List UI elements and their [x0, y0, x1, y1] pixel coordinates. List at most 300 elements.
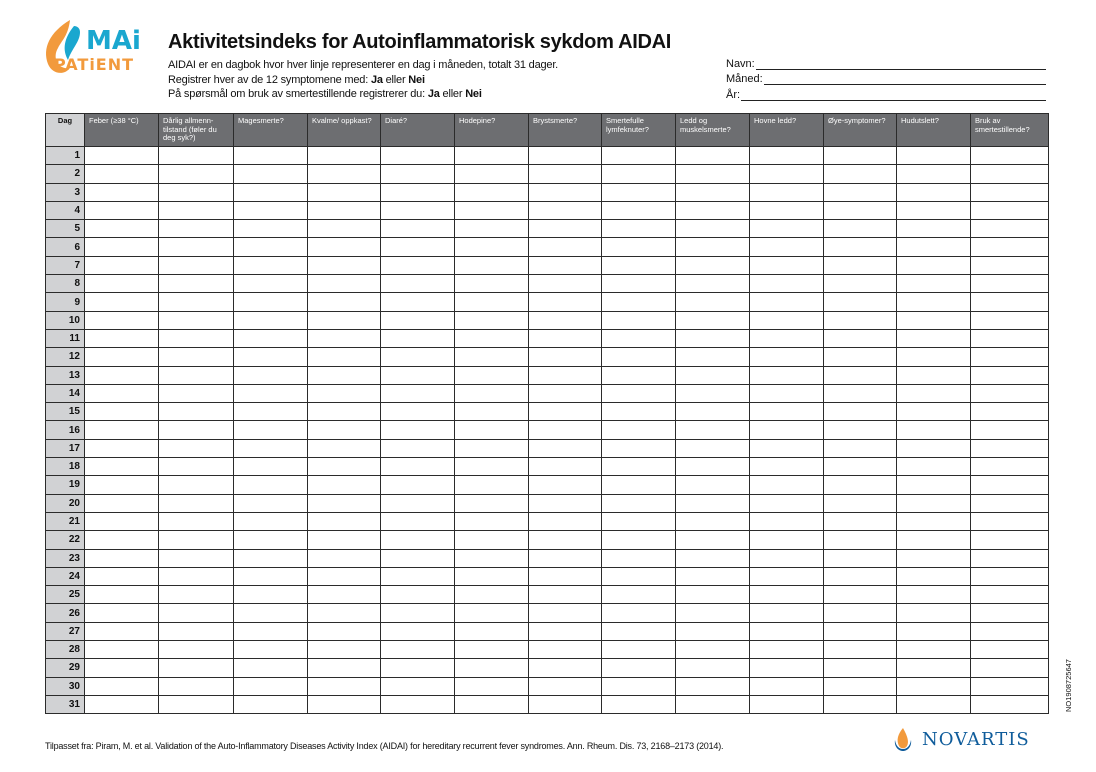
entry-cell[interactable]	[824, 439, 897, 457]
entry-cell[interactable]	[897, 238, 971, 256]
entry-cell[interactable]	[897, 494, 971, 512]
entry-cell[interactable]	[824, 476, 897, 494]
entry-cell[interactable]	[529, 458, 602, 476]
entry-cell[interactable]	[381, 476, 455, 494]
entry-cell[interactable]	[381, 439, 455, 457]
entry-cell[interactable]	[897, 220, 971, 238]
entry-cell[interactable]	[676, 366, 750, 384]
entry-cell[interactable]	[381, 366, 455, 384]
entry-cell[interactable]	[676, 183, 750, 201]
entry-cell[interactable]	[159, 201, 234, 219]
entry-cell[interactable]	[529, 531, 602, 549]
entry-cell[interactable]	[159, 512, 234, 530]
entry-cell[interactable]	[971, 567, 1049, 585]
entry-cell[interactable]	[824, 220, 897, 238]
entry-cell[interactable]	[85, 403, 159, 421]
entry-cell[interactable]	[159, 329, 234, 347]
entry-cell[interactable]	[529, 494, 602, 512]
entry-cell[interactable]	[897, 183, 971, 201]
entry-cell[interactable]	[897, 641, 971, 659]
entry-cell[interactable]	[750, 165, 824, 183]
entry-cell[interactable]	[824, 201, 897, 219]
entry-cell[interactable]	[897, 147, 971, 165]
entry-cell[interactable]	[85, 695, 159, 713]
entry-cell[interactable]	[897, 384, 971, 402]
entry-cell[interactable]	[159, 165, 234, 183]
entry-cell[interactable]	[750, 403, 824, 421]
entry-cell[interactable]	[308, 439, 381, 457]
entry-cell[interactable]	[455, 293, 529, 311]
entry-cell[interactable]	[85, 165, 159, 183]
entry-cell[interactable]	[529, 220, 602, 238]
entry-cell[interactable]	[529, 384, 602, 402]
entry-cell[interactable]	[381, 311, 455, 329]
entry-cell[interactable]	[234, 293, 308, 311]
entry-cell[interactable]	[602, 384, 676, 402]
entry-cell[interactable]	[85, 201, 159, 219]
entry-cell[interactable]	[897, 604, 971, 622]
entry-cell[interactable]	[381, 293, 455, 311]
entry-cell[interactable]	[971, 256, 1049, 274]
entry-cell[interactable]	[602, 695, 676, 713]
entry-cell[interactable]	[85, 476, 159, 494]
entry-cell[interactable]	[234, 183, 308, 201]
entry-cell[interactable]	[824, 659, 897, 677]
entry-cell[interactable]	[676, 421, 750, 439]
entry-cell[interactable]	[529, 165, 602, 183]
entry-cell[interactable]	[971, 366, 1049, 384]
entry-cell[interactable]	[234, 494, 308, 512]
entry-cell[interactable]	[676, 494, 750, 512]
entry-cell[interactable]	[455, 659, 529, 677]
entry-cell[interactable]	[234, 512, 308, 530]
entry-cell[interactable]	[381, 604, 455, 622]
entry-cell[interactable]	[824, 549, 897, 567]
entry-cell[interactable]	[529, 348, 602, 366]
entry-cell[interactable]	[381, 384, 455, 402]
entry-cell[interactable]	[897, 293, 971, 311]
entry-cell[interactable]	[234, 695, 308, 713]
entry-cell[interactable]	[455, 677, 529, 695]
year-field[interactable]	[741, 90, 1046, 101]
entry-cell[interactable]	[602, 238, 676, 256]
entry-cell[interactable]	[85, 512, 159, 530]
entry-cell[interactable]	[750, 476, 824, 494]
entry-cell[interactable]	[85, 256, 159, 274]
entry-cell[interactable]	[529, 238, 602, 256]
entry-cell[interactable]	[824, 512, 897, 530]
entry-cell[interactable]	[676, 659, 750, 677]
entry-cell[interactable]	[159, 421, 234, 439]
entry-cell[interactable]	[750, 366, 824, 384]
entry-cell[interactable]	[897, 549, 971, 567]
entry-cell[interactable]	[381, 531, 455, 549]
entry-cell[interactable]	[676, 293, 750, 311]
entry-cell[interactable]	[381, 421, 455, 439]
entry-cell[interactable]	[159, 384, 234, 402]
entry-cell[interactable]	[750, 311, 824, 329]
entry-cell[interactable]	[159, 659, 234, 677]
entry-cell[interactable]	[381, 641, 455, 659]
entry-cell[interactable]	[234, 458, 308, 476]
entry-cell[interactable]	[159, 549, 234, 567]
entry-cell[interactable]	[85, 147, 159, 165]
entry-cell[interactable]	[602, 622, 676, 640]
entry-cell[interactable]	[676, 165, 750, 183]
entry-cell[interactable]	[750, 677, 824, 695]
entry-cell[interactable]	[234, 677, 308, 695]
entry-cell[interactable]	[308, 659, 381, 677]
entry-cell[interactable]	[750, 384, 824, 402]
entry-cell[interactable]	[381, 494, 455, 512]
entry-cell[interactable]	[897, 439, 971, 457]
entry-cell[interactable]	[381, 659, 455, 677]
entry-cell[interactable]	[159, 147, 234, 165]
entry-cell[interactable]	[85, 311, 159, 329]
entry-cell[interactable]	[308, 476, 381, 494]
entry-cell[interactable]	[159, 220, 234, 238]
entry-cell[interactable]	[308, 238, 381, 256]
entry-cell[interactable]	[234, 567, 308, 585]
entry-cell[interactable]	[897, 403, 971, 421]
entry-cell[interactable]	[234, 659, 308, 677]
entry-cell[interactable]	[308, 348, 381, 366]
entry-cell[interactable]	[381, 586, 455, 604]
entry-cell[interactable]	[455, 348, 529, 366]
entry-cell[interactable]	[234, 476, 308, 494]
entry-cell[interactable]	[897, 512, 971, 530]
entry-cell[interactable]	[308, 549, 381, 567]
entry-cell[interactable]	[234, 604, 308, 622]
entry-cell[interactable]	[529, 311, 602, 329]
entry-cell[interactable]	[971, 220, 1049, 238]
entry-cell[interactable]	[308, 293, 381, 311]
entry-cell[interactable]	[750, 421, 824, 439]
entry-cell[interactable]	[750, 256, 824, 274]
entry-cell[interactable]	[85, 458, 159, 476]
entry-cell[interactable]	[234, 549, 308, 567]
entry-cell[interactable]	[750, 183, 824, 201]
entry-cell[interactable]	[824, 275, 897, 293]
entry-cell[interactable]	[602, 421, 676, 439]
entry-cell[interactable]	[455, 439, 529, 457]
entry-cell[interactable]	[676, 147, 750, 165]
entry-cell[interactable]	[897, 366, 971, 384]
entry-cell[interactable]	[308, 586, 381, 604]
entry-cell[interactable]	[824, 567, 897, 585]
entry-cell[interactable]	[159, 256, 234, 274]
entry-cell[interactable]	[234, 403, 308, 421]
entry-cell[interactable]	[897, 695, 971, 713]
entry-cell[interactable]	[602, 439, 676, 457]
entry-cell[interactable]	[455, 201, 529, 219]
entry-cell[interactable]	[676, 439, 750, 457]
entry-cell[interactable]	[308, 183, 381, 201]
entry-cell[interactable]	[529, 293, 602, 311]
entry-cell[interactable]	[85, 604, 159, 622]
entry-cell[interactable]	[455, 403, 529, 421]
entry-cell[interactable]	[602, 311, 676, 329]
entry-cell[interactable]	[159, 677, 234, 695]
entry-cell[interactable]	[897, 348, 971, 366]
entry-cell[interactable]	[308, 256, 381, 274]
entry-cell[interactable]	[308, 677, 381, 695]
entry-cell[interactable]	[308, 165, 381, 183]
entry-cell[interactable]	[676, 567, 750, 585]
entry-cell[interactable]	[824, 183, 897, 201]
entry-cell[interactable]	[455, 695, 529, 713]
entry-cell[interactable]	[602, 147, 676, 165]
entry-cell[interactable]	[308, 531, 381, 549]
entry-cell[interactable]	[824, 695, 897, 713]
entry-cell[interactable]	[897, 622, 971, 640]
entry-cell[interactable]	[602, 531, 676, 549]
entry-cell[interactable]	[308, 695, 381, 713]
entry-cell[interactable]	[971, 677, 1049, 695]
entry-cell[interactable]	[750, 586, 824, 604]
entry-cell[interactable]	[971, 329, 1049, 347]
entry-cell[interactable]	[381, 238, 455, 256]
entry-cell[interactable]	[308, 311, 381, 329]
entry-cell[interactable]	[676, 695, 750, 713]
entry-cell[interactable]	[234, 329, 308, 347]
entry-cell[interactable]	[159, 275, 234, 293]
entry-cell[interactable]	[971, 201, 1049, 219]
entry-cell[interactable]	[676, 329, 750, 347]
entry-cell[interactable]	[308, 147, 381, 165]
entry-cell[interactable]	[85, 549, 159, 567]
entry-cell[interactable]	[234, 311, 308, 329]
entry-cell[interactable]	[85, 238, 159, 256]
entry-cell[interactable]	[85, 677, 159, 695]
entry-cell[interactable]	[455, 220, 529, 238]
entry-cell[interactable]	[159, 641, 234, 659]
entry-cell[interactable]	[234, 348, 308, 366]
entry-cell[interactable]	[971, 439, 1049, 457]
entry-cell[interactable]	[750, 641, 824, 659]
entry-cell[interactable]	[824, 147, 897, 165]
entry-cell[interactable]	[85, 384, 159, 402]
entry-cell[interactable]	[529, 677, 602, 695]
entry-cell[interactable]	[602, 677, 676, 695]
entry-cell[interactable]	[381, 695, 455, 713]
entry-cell[interactable]	[308, 567, 381, 585]
entry-cell[interactable]	[971, 494, 1049, 512]
entry-cell[interactable]	[971, 147, 1049, 165]
entry-cell[interactable]	[676, 476, 750, 494]
entry-cell[interactable]	[529, 604, 602, 622]
entry-cell[interactable]	[602, 476, 676, 494]
entry-cell[interactable]	[455, 238, 529, 256]
entry-cell[interactable]	[676, 403, 750, 421]
entry-cell[interactable]	[824, 494, 897, 512]
entry-cell[interactable]	[676, 458, 750, 476]
entry-cell[interactable]	[455, 256, 529, 274]
entry-cell[interactable]	[308, 403, 381, 421]
entry-cell[interactable]	[971, 311, 1049, 329]
entry-cell[interactable]	[234, 275, 308, 293]
entry-cell[interactable]	[897, 256, 971, 274]
entry-cell[interactable]	[602, 366, 676, 384]
entry-cell[interactable]	[529, 659, 602, 677]
entry-cell[interactable]	[750, 695, 824, 713]
entry-cell[interactable]	[381, 622, 455, 640]
entry-cell[interactable]	[159, 604, 234, 622]
entry-cell[interactable]	[455, 165, 529, 183]
entry-cell[interactable]	[602, 512, 676, 530]
entry-cell[interactable]	[897, 275, 971, 293]
entry-cell[interactable]	[455, 604, 529, 622]
entry-cell[interactable]	[455, 384, 529, 402]
entry-cell[interactable]	[381, 677, 455, 695]
entry-cell[interactable]	[308, 421, 381, 439]
entry-cell[interactable]	[455, 366, 529, 384]
entry-cell[interactable]	[897, 567, 971, 585]
entry-cell[interactable]	[676, 275, 750, 293]
entry-cell[interactable]	[455, 512, 529, 530]
entry-cell[interactable]	[676, 311, 750, 329]
entry-cell[interactable]	[159, 531, 234, 549]
entry-cell[interactable]	[897, 659, 971, 677]
entry-cell[interactable]	[897, 586, 971, 604]
entry-cell[interactable]	[159, 586, 234, 604]
entry-cell[interactable]	[676, 549, 750, 567]
entry-cell[interactable]	[971, 512, 1049, 530]
entry-cell[interactable]	[750, 659, 824, 677]
entry-cell[interactable]	[455, 275, 529, 293]
entry-cell[interactable]	[824, 641, 897, 659]
entry-cell[interactable]	[971, 421, 1049, 439]
entry-cell[interactable]	[381, 403, 455, 421]
entry-cell[interactable]	[750, 201, 824, 219]
entry-cell[interactable]	[676, 220, 750, 238]
entry-cell[interactable]	[159, 311, 234, 329]
entry-cell[interactable]	[602, 604, 676, 622]
entry-cell[interactable]	[234, 531, 308, 549]
entry-cell[interactable]	[455, 567, 529, 585]
entry-cell[interactable]	[971, 641, 1049, 659]
entry-cell[interactable]	[308, 220, 381, 238]
name-field[interactable]	[756, 59, 1046, 70]
entry-cell[interactable]	[308, 458, 381, 476]
entry-cell[interactable]	[824, 531, 897, 549]
entry-cell[interactable]	[308, 512, 381, 530]
entry-cell[interactable]	[750, 147, 824, 165]
entry-cell[interactable]	[234, 201, 308, 219]
entry-cell[interactable]	[824, 293, 897, 311]
entry-cell[interactable]	[455, 183, 529, 201]
entry-cell[interactable]	[529, 567, 602, 585]
entry-cell[interactable]	[750, 458, 824, 476]
entry-cell[interactable]	[897, 458, 971, 476]
entry-cell[interactable]	[529, 641, 602, 659]
entry-cell[interactable]	[602, 403, 676, 421]
entry-cell[interactable]	[308, 384, 381, 402]
entry-cell[interactable]	[159, 293, 234, 311]
entry-cell[interactable]	[676, 512, 750, 530]
entry-cell[interactable]	[85, 220, 159, 238]
entry-cell[interactable]	[750, 531, 824, 549]
entry-cell[interactable]	[308, 201, 381, 219]
entry-cell[interactable]	[750, 622, 824, 640]
entry-cell[interactable]	[602, 586, 676, 604]
entry-cell[interactable]	[824, 604, 897, 622]
entry-cell[interactable]	[971, 458, 1049, 476]
entry-cell[interactable]	[455, 421, 529, 439]
entry-cell[interactable]	[676, 604, 750, 622]
entry-cell[interactable]	[85, 348, 159, 366]
entry-cell[interactable]	[602, 567, 676, 585]
entry-cell[interactable]	[529, 421, 602, 439]
entry-cell[interactable]	[824, 165, 897, 183]
entry-cell[interactable]	[824, 329, 897, 347]
entry-cell[interactable]	[159, 348, 234, 366]
entry-cell[interactable]	[85, 659, 159, 677]
entry-cell[interactable]	[897, 421, 971, 439]
entry-cell[interactable]	[602, 165, 676, 183]
entry-cell[interactable]	[381, 183, 455, 201]
entry-cell[interactable]	[971, 622, 1049, 640]
entry-cell[interactable]	[529, 366, 602, 384]
entry-cell[interactable]	[529, 147, 602, 165]
entry-cell[interactable]	[897, 311, 971, 329]
entry-cell[interactable]	[234, 238, 308, 256]
entry-cell[interactable]	[85, 494, 159, 512]
entry-cell[interactable]	[602, 494, 676, 512]
entry-cell[interactable]	[676, 256, 750, 274]
entry-cell[interactable]	[971, 476, 1049, 494]
entry-cell[interactable]	[602, 293, 676, 311]
entry-cell[interactable]	[159, 494, 234, 512]
entry-cell[interactable]	[159, 622, 234, 640]
entry-cell[interactable]	[159, 458, 234, 476]
entry-cell[interactable]	[85, 183, 159, 201]
entry-cell[interactable]	[602, 256, 676, 274]
entry-cell[interactable]	[971, 293, 1049, 311]
entry-cell[interactable]	[529, 622, 602, 640]
entry-cell[interactable]	[824, 586, 897, 604]
entry-cell[interactable]	[602, 220, 676, 238]
entry-cell[interactable]	[455, 147, 529, 165]
entry-cell[interactable]	[381, 329, 455, 347]
entry-cell[interactable]	[529, 201, 602, 219]
entry-cell[interactable]	[676, 531, 750, 549]
entry-cell[interactable]	[971, 275, 1049, 293]
entry-cell[interactable]	[85, 567, 159, 585]
entry-cell[interactable]	[159, 695, 234, 713]
entry-cell[interactable]	[529, 512, 602, 530]
entry-cell[interactable]	[308, 366, 381, 384]
entry-cell[interactable]	[971, 586, 1049, 604]
entry-cell[interactable]	[159, 439, 234, 457]
entry-cell[interactable]	[381, 147, 455, 165]
entry-cell[interactable]	[381, 348, 455, 366]
entry-cell[interactable]	[750, 567, 824, 585]
entry-cell[interactable]	[234, 641, 308, 659]
entry-cell[interactable]	[308, 494, 381, 512]
entry-cell[interactable]	[308, 604, 381, 622]
entry-cell[interactable]	[85, 531, 159, 549]
entry-cell[interactable]	[455, 586, 529, 604]
entry-cell[interactable]	[234, 622, 308, 640]
entry-cell[interactable]	[85, 641, 159, 659]
entry-cell[interactable]	[234, 256, 308, 274]
entry-cell[interactable]	[676, 384, 750, 402]
entry-cell[interactable]	[85, 586, 159, 604]
entry-cell[interactable]	[750, 275, 824, 293]
entry-cell[interactable]	[159, 238, 234, 256]
entry-cell[interactable]	[455, 494, 529, 512]
